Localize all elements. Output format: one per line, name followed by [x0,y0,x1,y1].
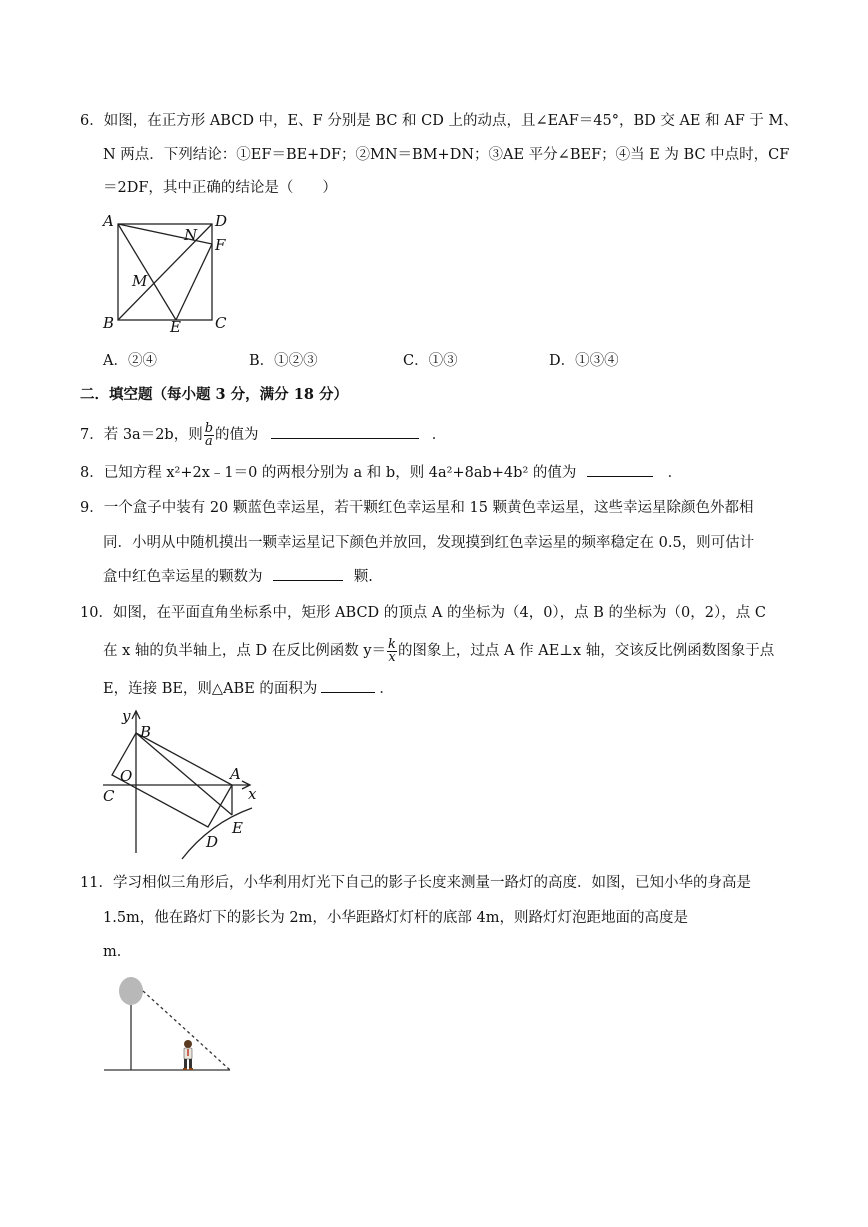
q10-label-b: B [140,723,152,741]
q7-suffix: 的值为 [215,427,259,443]
q10-line-2 [103,636,774,666]
q7-answer-blank[interactable] [271,424,419,439]
person-icon [183,1040,193,1070]
q10-line-2-prefix: 在 x 轴的负半轴上，点 D 在反比例函数 y＝ [103,643,387,659]
q8-answer-blank[interactable] [587,462,653,477]
q6-label-d: D [215,212,228,230]
q10-label-c: C [103,787,115,805]
q10-fraction [387,636,397,665]
q10-frac-den: x [388,649,396,665]
q11-line-3: m． [103,944,132,960]
q9-answer-blank[interactable] [273,566,343,581]
q10-line-3 [103,678,394,700]
q6-option-c: C．①③ [403,353,458,369]
q10-label-d: D [206,833,219,851]
q6-label-n: N [184,226,198,244]
q10-answer-blank[interactable] [321,678,375,693]
q6-line-2: N 两点．下列结论：①EF＝BE+DF；②MN＝BM+DN；③AE 平分∠BEF；④当 E 为 BC 中点时，CF [103,147,790,163]
q11-streetlight-figure [100,975,235,1075]
q9-line-3-suffix: 颗. [353,569,373,585]
q11-line-1: 11．学习相似三角形后，小华利用灯光下自己的影子长度来测量一路灯的高度．如图，已知小华的身高是 [80,875,751,891]
q10-label-y: y [122,707,131,725]
q6-label-c: C [215,314,227,332]
q10-label-e: E [232,819,243,837]
q10-line-1: 10．如图，在平面直角坐标系中，矩形 ABCD 的顶点 A 的坐标为（4，0），点 B 的坐标为（0，2），点 C [80,605,766,621]
q10-line-3-suffix: ． [379,681,394,697]
q6-label-b: B [103,314,115,332]
q6-line-3: ＝2DF，其中正确的结论是（ ） [103,180,337,196]
q6-square-figure [100,210,240,340]
q6-option-b: B．①②③ [249,353,318,369]
q6-label-e: E [170,318,181,336]
q9-line-3-prefix: 盒中红色幸运星的颗数为 [103,569,263,585]
q7-line [80,420,446,450]
q8-line [80,462,682,484]
q7-prefix: 7．若 3a＝2b，则 [80,427,203,443]
q10-coordinate-figure [100,703,270,863]
section-2-title: 二．填空题（每小题 3 分，满分 18 分） [80,386,348,403]
q6-label-f: F [215,236,226,254]
q9-line-1: 9．一个盒子中装有 20 颗蓝色幸运星，若干颗红色幸运星和 15 颗黄色幸运星，这些幸运星除颜色外都相 [80,500,754,516]
q10-line-2-suffix: 的图象上，过点 A 作 AE⊥x 轴，交该反比例函数图象于点 [397,643,775,659]
lamp-bulb-icon [119,977,143,1005]
q11-line-2: 1.5m，他在路灯下的影长为 2m，小华距路灯灯杆的底部 4m，则路灯灯泡距地面的高度是 [103,910,688,926]
q7-fraction [204,420,214,449]
q7-end: ． [431,427,447,443]
q10-frac-num: k [388,636,396,652]
q9-line-3 [103,566,373,588]
q6-option-d: D．①③④ [549,353,619,369]
q9-line-2: 同．小明从中随机摸出一颗幸运星记下颜色并放回，发现摸到红色幸运星的频率稳定在 0.5，则可估计 [103,535,755,551]
q6-line-1: 6．如图，在正方形 ABCD 中，E、F 分别是 BC 和 CD 上的动点，且∠EAF＝45°，BD 交 AE 和 AF 于 M、 [80,113,798,129]
q6-label-m: M [132,272,148,290]
q10-line-3-prefix: E，连接 BE，则△ABE 的面积为 [103,681,318,697]
q6-label-a: A [103,212,114,230]
q7-frac-num: b [204,420,214,436]
q8-end: ． [667,465,683,481]
q10-label-x: x [248,785,257,803]
q10-label-a: A [230,765,241,783]
q6-option-a: A．②④ [103,353,157,369]
q10-label-o: O [120,767,133,785]
q7-frac-den: a [205,433,213,449]
q8-text: 8．已知方程 x²+2x﹣1＝0 的两根分别为 a 和 b，则 4a²+8ab+4b² 的值为 [80,465,577,481]
